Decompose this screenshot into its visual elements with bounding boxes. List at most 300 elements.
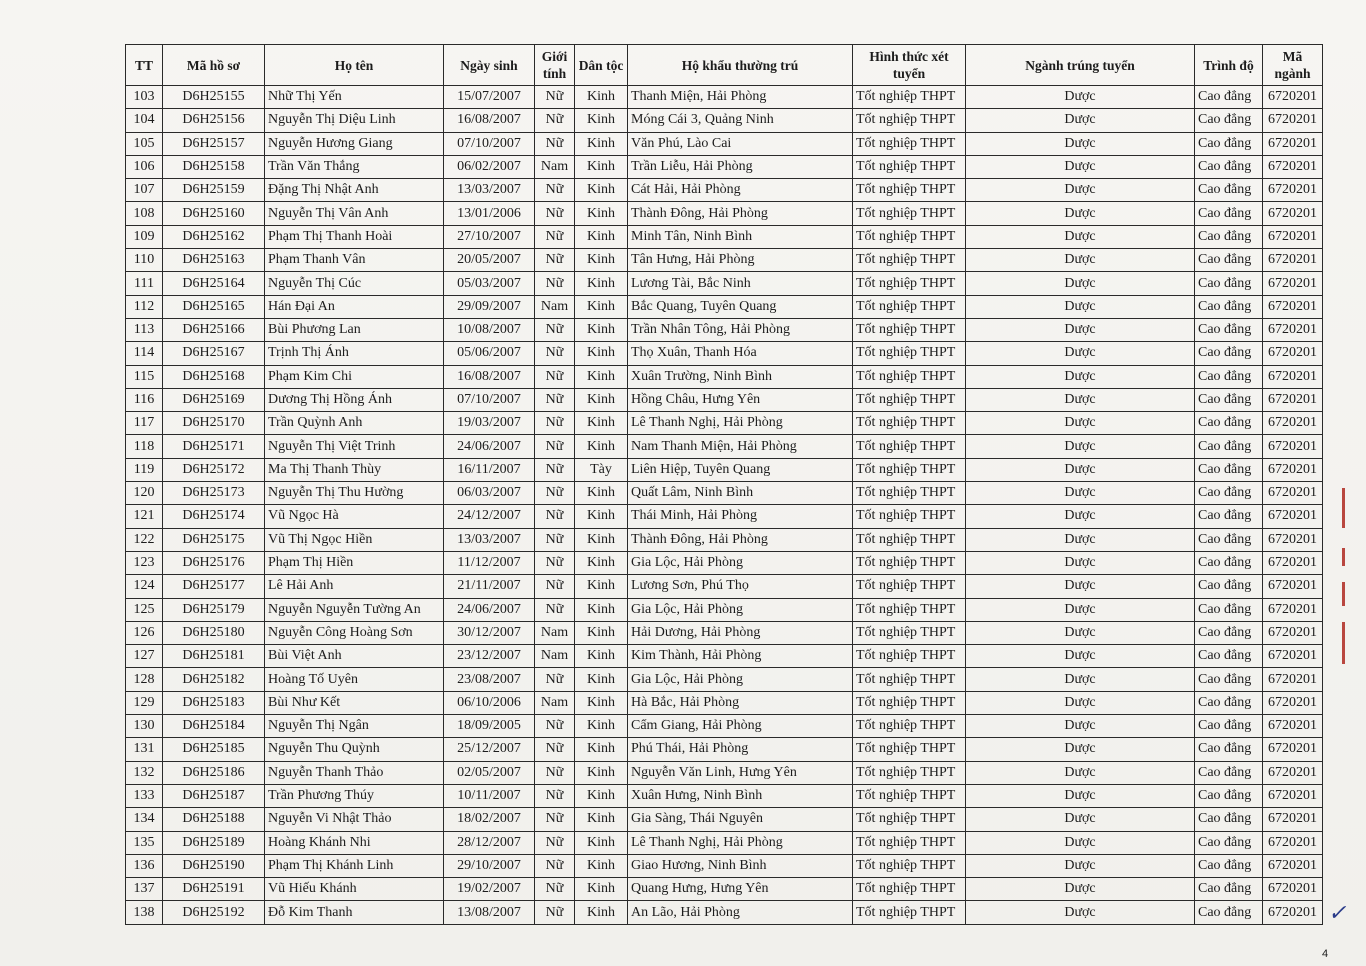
cell-ma-nganh: 6720201 bbox=[1263, 295, 1323, 318]
cell-trinh-do: Cao đẳng bbox=[1195, 388, 1263, 411]
cell-nganh: Dược bbox=[966, 132, 1195, 155]
cell-ngay-sinh: 23/08/2007 bbox=[444, 668, 535, 691]
cell-hinh-thuc: Tốt nghiệp THPT bbox=[853, 668, 966, 691]
cell-ngay-sinh: 13/03/2007 bbox=[444, 179, 535, 202]
cell-gioi-tinh: Nữ bbox=[535, 86, 575, 109]
cell-ho-khau: Thành Đông, Hải Phòng bbox=[628, 528, 853, 551]
cell-tt: 114 bbox=[126, 342, 163, 365]
table-row bbox=[126, 715, 1323, 738]
cell-ma-nganh: 6720201 bbox=[1263, 435, 1323, 458]
cell-ho-khau: Móng Cái 3, Quảng Ninh bbox=[628, 109, 853, 132]
cell-trinh-do: Cao đẳng bbox=[1195, 621, 1263, 644]
cell-gioi-tinh: Nam bbox=[535, 645, 575, 668]
cell-nganh: Dược bbox=[966, 761, 1195, 784]
cell-dan-toc: Kinh bbox=[575, 528, 628, 551]
cell-ngay-sinh: 19/02/2007 bbox=[444, 878, 535, 901]
cell-ho-ten: Bùi Phương Lan bbox=[265, 318, 444, 341]
cell-ngay-sinh: 16/11/2007 bbox=[444, 458, 535, 481]
cell-tt: 106 bbox=[126, 155, 163, 178]
cell-ma-nganh: 6720201 bbox=[1263, 388, 1323, 411]
cell-gioi-tinh: Nữ bbox=[535, 505, 575, 528]
cell-nganh: Dược bbox=[966, 691, 1195, 714]
table-row bbox=[126, 295, 1323, 318]
cell-gioi-tinh: Nữ bbox=[535, 761, 575, 784]
cell-hinh-thuc: Tốt nghiệp THPT bbox=[853, 86, 966, 109]
cell-trinh-do: Cao đẳng bbox=[1195, 691, 1263, 714]
cell-ho-khau: Nguyễn Văn Linh, Hưng Yên bbox=[628, 761, 853, 784]
cell-ho-khau: Gia Lộc, Hải Phòng bbox=[628, 551, 853, 574]
cell-gioi-tinh: Nữ bbox=[535, 738, 575, 761]
header-ngay-sinh: Ngày sinh bbox=[444, 45, 535, 86]
cell-trinh-do: Cao đẳng bbox=[1195, 132, 1263, 155]
cell-ho-ten: Hán Đại An bbox=[265, 295, 444, 318]
cell-trinh-do: Cao đẳng bbox=[1195, 831, 1263, 854]
cell-ho-khau: Bắc Quang, Tuyên Quang bbox=[628, 295, 853, 318]
cell-trinh-do: Cao đẳng bbox=[1195, 412, 1263, 435]
cell-ho-khau: Lương Sơn, Phú Thọ bbox=[628, 575, 853, 598]
cell-dan-toc: Kinh bbox=[575, 412, 628, 435]
cell-hinh-thuc: Tốt nghiệp THPT bbox=[853, 901, 966, 924]
cell-nganh: Dược bbox=[966, 272, 1195, 295]
cell-ho-khau: Cẩm Giang, Hải Phòng bbox=[628, 715, 853, 738]
cell-dan-toc: Kinh bbox=[575, 854, 628, 877]
cell-ma-ho-so: D6H25162 bbox=[163, 225, 265, 248]
cell-ma-nganh: 6720201 bbox=[1263, 365, 1323, 388]
cell-dan-toc: Kinh bbox=[575, 318, 628, 341]
cell-ma-ho-so: D6H25180 bbox=[163, 621, 265, 644]
cell-ho-ten: Nguyễn Thị Thu Hường bbox=[265, 482, 444, 505]
cell-dan-toc: Kinh bbox=[575, 155, 628, 178]
cell-dan-toc: Kinh bbox=[575, 482, 628, 505]
cell-ma-nganh: 6720201 bbox=[1263, 784, 1323, 807]
cell-tt: 136 bbox=[126, 854, 163, 877]
cell-trinh-do: Cao đẳng bbox=[1195, 784, 1263, 807]
cell-nganh: Dược bbox=[966, 388, 1195, 411]
cell-ngay-sinh: 06/10/2006 bbox=[444, 691, 535, 714]
table-row bbox=[126, 551, 1323, 574]
cell-ma-nganh: 6720201 bbox=[1263, 691, 1323, 714]
admission-list-table bbox=[125, 44, 1323, 925]
cell-ngay-sinh: 29/09/2007 bbox=[444, 295, 535, 318]
cell-ma-nganh: 6720201 bbox=[1263, 505, 1323, 528]
cell-tt: 107 bbox=[126, 179, 163, 202]
cell-ho-ten: Đỗ Kim Thanh bbox=[265, 901, 444, 924]
cell-ma-nganh: 6720201 bbox=[1263, 621, 1323, 644]
cell-trinh-do: Cao đẳng bbox=[1195, 249, 1263, 272]
cell-ho-ten: Nguyễn Thị Ngân bbox=[265, 715, 444, 738]
table-row bbox=[126, 854, 1323, 877]
cell-ngay-sinh: 18/02/2007 bbox=[444, 808, 535, 831]
table-row bbox=[126, 645, 1323, 668]
cell-gioi-tinh: Nữ bbox=[535, 551, 575, 574]
cell-trinh-do: Cao đẳng bbox=[1195, 901, 1263, 924]
cell-ho-khau: Lương Tài, Bắc Ninh bbox=[628, 272, 853, 295]
cell-ho-khau: Tân Hưng, Hải Phòng bbox=[628, 249, 853, 272]
cell-ho-ten: Ma Thị Thanh Thùy bbox=[265, 458, 444, 481]
cell-dan-toc: Kinh bbox=[575, 272, 628, 295]
cell-gioi-tinh: Nữ bbox=[535, 202, 575, 225]
cell-ma-ho-so: D6H25185 bbox=[163, 738, 265, 761]
table-row bbox=[126, 831, 1323, 854]
margin-mark bbox=[1342, 582, 1345, 606]
cell-ho-ten: Dương Thị Hồng Ánh bbox=[265, 388, 444, 411]
cell-ho-ten: Phạm Thanh Vân bbox=[265, 249, 444, 272]
cell-tt: 135 bbox=[126, 831, 163, 854]
cell-ngay-sinh: 20/05/2007 bbox=[444, 249, 535, 272]
cell-trinh-do: Cao đẳng bbox=[1195, 295, 1263, 318]
cell-dan-toc: Kinh bbox=[575, 505, 628, 528]
cell-ngay-sinh: 10/08/2007 bbox=[444, 318, 535, 341]
cell-dan-toc: Kinh bbox=[575, 179, 628, 202]
table-row bbox=[126, 155, 1323, 178]
cell-ma-ho-so: D6H25188 bbox=[163, 808, 265, 831]
cell-hinh-thuc: Tốt nghiệp THPT bbox=[853, 575, 966, 598]
cell-dan-toc: Kinh bbox=[575, 668, 628, 691]
cell-ma-nganh: 6720201 bbox=[1263, 551, 1323, 574]
cell-trinh-do: Cao đẳng bbox=[1195, 505, 1263, 528]
cell-ngay-sinh: 30/12/2007 bbox=[444, 621, 535, 644]
cell-ho-khau: Thành Đông, Hải Phòng bbox=[628, 202, 853, 225]
cell-tt: 105 bbox=[126, 132, 163, 155]
cell-ma-ho-so: D6H25189 bbox=[163, 831, 265, 854]
cell-tt: 120 bbox=[126, 482, 163, 505]
cell-ma-ho-so: D6H25187 bbox=[163, 784, 265, 807]
cell-trinh-do: Cao đẳng bbox=[1195, 225, 1263, 248]
margin-mark bbox=[1342, 548, 1345, 566]
cell-ma-ho-so: D6H25168 bbox=[163, 365, 265, 388]
cell-nganh: Dược bbox=[966, 551, 1195, 574]
cell-tt: 119 bbox=[126, 458, 163, 481]
cell-ma-nganh: 6720201 bbox=[1263, 808, 1323, 831]
cell-tt: 103 bbox=[126, 86, 163, 109]
cell-trinh-do: Cao đẳng bbox=[1195, 878, 1263, 901]
cell-nganh: Dược bbox=[966, 435, 1195, 458]
cell-hinh-thuc: Tốt nghiệp THPT bbox=[853, 132, 966, 155]
cell-hinh-thuc: Tốt nghiệp THPT bbox=[853, 784, 966, 807]
cell-dan-toc: Kinh bbox=[575, 575, 628, 598]
cell-ma-nganh: 6720201 bbox=[1263, 901, 1323, 924]
cell-ho-ten: Nguyễn Thanh Thảo bbox=[265, 761, 444, 784]
cell-ma-nganh: 6720201 bbox=[1263, 109, 1323, 132]
cell-ma-ho-so: D6H25176 bbox=[163, 551, 265, 574]
cell-tt: 124 bbox=[126, 575, 163, 598]
cell-hinh-thuc: Tốt nghiệp THPT bbox=[853, 295, 966, 318]
header-hinh-thuc: Hình thức xét tuyển bbox=[853, 45, 966, 86]
cell-ma-ho-so: D6H25159 bbox=[163, 179, 265, 202]
table-row bbox=[126, 598, 1323, 621]
cell-trinh-do: Cao đẳng bbox=[1195, 738, 1263, 761]
cell-ho-khau: Liên Hiệp, Tuyên Quang bbox=[628, 458, 853, 481]
cell-hinh-thuc: Tốt nghiệp THPT bbox=[853, 808, 966, 831]
cell-dan-toc: Kinh bbox=[575, 808, 628, 831]
cell-nganh: Dược bbox=[966, 365, 1195, 388]
table-row bbox=[126, 528, 1323, 551]
cell-hinh-thuc: Tốt nghiệp THPT bbox=[853, 318, 966, 341]
cell-ho-khau: Văn Phú, Lào Cai bbox=[628, 132, 853, 155]
cell-hinh-thuc: Tốt nghiệp THPT bbox=[853, 249, 966, 272]
cell-dan-toc: Kinh bbox=[575, 86, 628, 109]
cell-nganh: Dược bbox=[966, 412, 1195, 435]
cell-ho-ten: Nguyễn Hương Giang bbox=[265, 132, 444, 155]
table-row bbox=[126, 179, 1323, 202]
cell-ho-khau: Cát Hải, Hải Phòng bbox=[628, 179, 853, 202]
cell-ngay-sinh: 06/02/2007 bbox=[444, 155, 535, 178]
cell-gioi-tinh: Nữ bbox=[535, 668, 575, 691]
cell-ngay-sinh: 23/12/2007 bbox=[444, 645, 535, 668]
cell-ma-nganh: 6720201 bbox=[1263, 645, 1323, 668]
cell-ho-ten: Phạm Thị Hiền bbox=[265, 551, 444, 574]
table-row bbox=[126, 132, 1323, 155]
cell-tt: 134 bbox=[126, 808, 163, 831]
cell-hinh-thuc: Tốt nghiệp THPT bbox=[853, 225, 966, 248]
cell-trinh-do: Cao đẳng bbox=[1195, 272, 1263, 295]
header-nganh: Ngành trúng tuyển bbox=[966, 45, 1195, 86]
cell-nganh: Dược bbox=[966, 202, 1195, 225]
cell-trinh-do: Cao đẳng bbox=[1195, 109, 1263, 132]
cell-tt: 129 bbox=[126, 691, 163, 714]
cell-hinh-thuc: Tốt nghiệp THPT bbox=[853, 505, 966, 528]
cell-trinh-do: Cao đẳng bbox=[1195, 645, 1263, 668]
cell-ho-khau: Phú Thái, Hải Phòng bbox=[628, 738, 853, 761]
cell-trinh-do: Cao đẳng bbox=[1195, 458, 1263, 481]
cell-ma-nganh: 6720201 bbox=[1263, 761, 1323, 784]
cell-ma-ho-so: D6H25172 bbox=[163, 458, 265, 481]
cell-ma-ho-so: D6H25160 bbox=[163, 202, 265, 225]
cell-trinh-do: Cao đẳng bbox=[1195, 668, 1263, 691]
cell-hinh-thuc: Tốt nghiệp THPT bbox=[853, 645, 966, 668]
cell-ho-ten: Phạm Thị Thanh Hoài bbox=[265, 225, 444, 248]
table-row bbox=[126, 691, 1323, 714]
cell-nganh: Dược bbox=[966, 738, 1195, 761]
cell-tt: 111 bbox=[126, 272, 163, 295]
cell-dan-toc: Kinh bbox=[575, 691, 628, 714]
cell-gioi-tinh: Nữ bbox=[535, 342, 575, 365]
cell-ho-khau: Xuân Hưng, Ninh Bình bbox=[628, 784, 853, 807]
table-row bbox=[126, 225, 1323, 248]
cell-ho-ten: Nguyễn Thị Cúc bbox=[265, 272, 444, 295]
cell-ngay-sinh: 05/06/2007 bbox=[444, 342, 535, 365]
cell-ho-ten: Hoàng Khánh Nhi bbox=[265, 831, 444, 854]
cell-dan-toc: Kinh bbox=[575, 435, 628, 458]
cell-ma-ho-so: D6H25184 bbox=[163, 715, 265, 738]
cell-ma-nganh: 6720201 bbox=[1263, 179, 1323, 202]
cell-ho-khau: Gia Lộc, Hải Phòng bbox=[628, 598, 853, 621]
cell-gioi-tinh: Nữ bbox=[535, 808, 575, 831]
cell-nganh: Dược bbox=[966, 598, 1195, 621]
cell-ho-ten: Hoàng Tố Uyên bbox=[265, 668, 444, 691]
cell-dan-toc: Kinh bbox=[575, 901, 628, 924]
cell-ho-ten: Bùi Như Kết bbox=[265, 691, 444, 714]
table-row bbox=[126, 808, 1323, 831]
cell-ngay-sinh: 15/07/2007 bbox=[444, 86, 535, 109]
cell-ho-khau: Gia Lộc, Hải Phòng bbox=[628, 668, 853, 691]
cell-nganh: Dược bbox=[966, 505, 1195, 528]
cell-gioi-tinh: Nữ bbox=[535, 598, 575, 621]
cell-ngay-sinh: 02/05/2007 bbox=[444, 761, 535, 784]
cell-hinh-thuc: Tốt nghiệp THPT bbox=[853, 412, 966, 435]
cell-tt: 117 bbox=[126, 412, 163, 435]
cell-ho-khau: An Lão, Hải Phòng bbox=[628, 901, 853, 924]
cell-ma-nganh: 6720201 bbox=[1263, 458, 1323, 481]
cell-dan-toc: Kinh bbox=[575, 342, 628, 365]
cell-dan-toc: Kinh bbox=[575, 645, 628, 668]
cell-dan-toc: Kinh bbox=[575, 784, 628, 807]
table-row bbox=[126, 412, 1323, 435]
cell-ma-ho-so: D6H25182 bbox=[163, 668, 265, 691]
cell-trinh-do: Cao đẳng bbox=[1195, 575, 1263, 598]
cell-ma-nganh: 6720201 bbox=[1263, 715, 1323, 738]
cell-trinh-do: Cao đẳng bbox=[1195, 365, 1263, 388]
cell-dan-toc: Kinh bbox=[575, 598, 628, 621]
cell-nganh: Dược bbox=[966, 854, 1195, 877]
cell-nganh: Dược bbox=[966, 86, 1195, 109]
cell-gioi-tinh: Nữ bbox=[535, 179, 575, 202]
cell-ma-nganh: 6720201 bbox=[1263, 831, 1323, 854]
cell-dan-toc: Kinh bbox=[575, 551, 628, 574]
cell-gioi-tinh: Nữ bbox=[535, 715, 575, 738]
cell-gioi-tinh: Nữ bbox=[535, 435, 575, 458]
cell-ngay-sinh: 29/10/2007 bbox=[444, 854, 535, 877]
cell-ma-nganh: 6720201 bbox=[1263, 412, 1323, 435]
cell-gioi-tinh: Nữ bbox=[535, 878, 575, 901]
cell-trinh-do: Cao đẳng bbox=[1195, 482, 1263, 505]
cell-hinh-thuc: Tốt nghiệp THPT bbox=[853, 458, 966, 481]
cell-tt: 133 bbox=[126, 784, 163, 807]
cell-trinh-do: Cao đẳng bbox=[1195, 86, 1263, 109]
cell-ma-nganh: 6720201 bbox=[1263, 155, 1323, 178]
table-body bbox=[126, 86, 1323, 925]
cell-ho-ten: Nguyễn Nguyễn Tường An bbox=[265, 598, 444, 621]
cell-dan-toc: Kinh bbox=[575, 249, 628, 272]
cell-dan-toc: Kinh bbox=[575, 831, 628, 854]
cell-nganh: Dược bbox=[966, 901, 1195, 924]
header-gioi-tinh: Giới tính bbox=[535, 45, 575, 86]
cell-dan-toc: Kinh bbox=[575, 365, 628, 388]
cell-hinh-thuc: Tốt nghiệp THPT bbox=[853, 202, 966, 225]
cell-ho-khau: Xuân Trường, Ninh Bình bbox=[628, 365, 853, 388]
cell-nganh: Dược bbox=[966, 249, 1195, 272]
cell-ho-khau: Trần Liễu, Hải Phòng bbox=[628, 155, 853, 178]
cell-tt: 110 bbox=[126, 249, 163, 272]
margin-mark bbox=[1342, 488, 1345, 528]
cell-ngay-sinh: 05/03/2007 bbox=[444, 272, 535, 295]
cell-gioi-tinh: Nữ bbox=[535, 458, 575, 481]
cell-ma-ho-so: D6H25177 bbox=[163, 575, 265, 598]
cell-hinh-thuc: Tốt nghiệp THPT bbox=[853, 155, 966, 178]
cell-ma-ho-so: D6H25191 bbox=[163, 878, 265, 901]
cell-ho-ten: Nhữ Thị Yến bbox=[265, 86, 444, 109]
header-ma-ho-so: Mã hồ sơ bbox=[163, 45, 265, 86]
cell-tt: 137 bbox=[126, 878, 163, 901]
cell-nganh: Dược bbox=[966, 878, 1195, 901]
cell-gioi-tinh: Nữ bbox=[535, 388, 575, 411]
cell-trinh-do: Cao đẳng bbox=[1195, 598, 1263, 621]
table-row bbox=[126, 761, 1323, 784]
cell-dan-toc: Kinh bbox=[575, 761, 628, 784]
cell-ho-ten: Trần Phương Thúy bbox=[265, 784, 444, 807]
cell-ma-ho-so: D6H25155 bbox=[163, 86, 265, 109]
cell-ma-nganh: 6720201 bbox=[1263, 668, 1323, 691]
cell-hinh-thuc: Tốt nghiệp THPT bbox=[853, 435, 966, 458]
cell-gioi-tinh: Nữ bbox=[535, 784, 575, 807]
cell-ho-ten: Nguyễn Thị Việt Trinh bbox=[265, 435, 444, 458]
cell-tt: 127 bbox=[126, 645, 163, 668]
cell-nganh: Dược bbox=[966, 831, 1195, 854]
cell-ma-ho-so: D6H25171 bbox=[163, 435, 265, 458]
cell-gioi-tinh: Nữ bbox=[535, 528, 575, 551]
cell-ma-nganh: 6720201 bbox=[1263, 132, 1323, 155]
cell-nganh: Dược bbox=[966, 482, 1195, 505]
cell-gioi-tinh: Nữ bbox=[535, 272, 575, 295]
cell-tt: 128 bbox=[126, 668, 163, 691]
cell-nganh: Dược bbox=[966, 155, 1195, 178]
cell-ho-khau: Lê Thanh Nghị, Hải Phòng bbox=[628, 831, 853, 854]
cell-ho-ten: Phạm Thị Khánh Linh bbox=[265, 854, 444, 877]
cell-nganh: Dược bbox=[966, 621, 1195, 644]
cell-ma-nganh: 6720201 bbox=[1263, 528, 1323, 551]
cell-trinh-do: Cao đẳng bbox=[1195, 551, 1263, 574]
cell-dan-toc: Kinh bbox=[575, 202, 628, 225]
table-row bbox=[126, 668, 1323, 691]
cell-gioi-tinh: Nữ bbox=[535, 575, 575, 598]
cell-dan-toc: Tày bbox=[575, 458, 628, 481]
cell-gioi-tinh: Nam bbox=[535, 621, 575, 644]
cell-dan-toc: Kinh bbox=[575, 132, 628, 155]
cell-tt: 116 bbox=[126, 388, 163, 411]
cell-ma-ho-so: D6H25169 bbox=[163, 388, 265, 411]
cell-hinh-thuc: Tốt nghiệp THPT bbox=[853, 179, 966, 202]
cell-tt: 115 bbox=[126, 365, 163, 388]
cell-hinh-thuc: Tốt nghiệp THPT bbox=[853, 482, 966, 505]
table-row bbox=[126, 318, 1323, 341]
cell-hinh-thuc: Tốt nghiệp THPT bbox=[853, 854, 966, 877]
cell-ma-ho-so: D6H25167 bbox=[163, 342, 265, 365]
cell-ma-nganh: 6720201 bbox=[1263, 598, 1323, 621]
cell-ho-ten: Nguyễn Thu Quỳnh bbox=[265, 738, 444, 761]
table-header-row bbox=[126, 45, 1323, 86]
cell-hinh-thuc: Tốt nghiệp THPT bbox=[853, 715, 966, 738]
header-tt: TT bbox=[126, 45, 163, 86]
cell-gioi-tinh: Nam bbox=[535, 155, 575, 178]
cell-ngay-sinh: 06/03/2007 bbox=[444, 482, 535, 505]
cell-ho-khau: Hà Bắc, Hải Phòng bbox=[628, 691, 853, 714]
cell-ma-ho-so: D6H25166 bbox=[163, 318, 265, 341]
cell-ma-ho-so: D6H25175 bbox=[163, 528, 265, 551]
cell-ma-ho-so: D6H25165 bbox=[163, 295, 265, 318]
cell-nganh: Dược bbox=[966, 715, 1195, 738]
cell-hinh-thuc: Tốt nghiệp THPT bbox=[853, 109, 966, 132]
cell-dan-toc: Kinh bbox=[575, 225, 628, 248]
cell-tt: 126 bbox=[126, 621, 163, 644]
cell-gioi-tinh: Nữ bbox=[535, 365, 575, 388]
cell-ho-ten: Nguyễn Thị Vân Anh bbox=[265, 202, 444, 225]
cell-nganh: Dược bbox=[966, 458, 1195, 481]
cell-hinh-thuc: Tốt nghiệp THPT bbox=[853, 831, 966, 854]
cell-dan-toc: Kinh bbox=[575, 715, 628, 738]
cell-ma-nganh: 6720201 bbox=[1263, 482, 1323, 505]
cell-hinh-thuc: Tốt nghiệp THPT bbox=[853, 761, 966, 784]
cell-ma-nganh: 6720201 bbox=[1263, 342, 1323, 365]
cell-hinh-thuc: Tốt nghiệp THPT bbox=[853, 388, 966, 411]
cell-tt: 130 bbox=[126, 715, 163, 738]
cell-ho-ten: Lê Hải Anh bbox=[265, 575, 444, 598]
cell-tt: 132 bbox=[126, 761, 163, 784]
cell-ngay-sinh: 10/11/2007 bbox=[444, 784, 535, 807]
cell-ma-nganh: 6720201 bbox=[1263, 738, 1323, 761]
cell-ho-khau: Quang Hưng, Hưng Yên bbox=[628, 878, 853, 901]
cell-ma-ho-so: D6H25179 bbox=[163, 598, 265, 621]
cell-nganh: Dược bbox=[966, 179, 1195, 202]
